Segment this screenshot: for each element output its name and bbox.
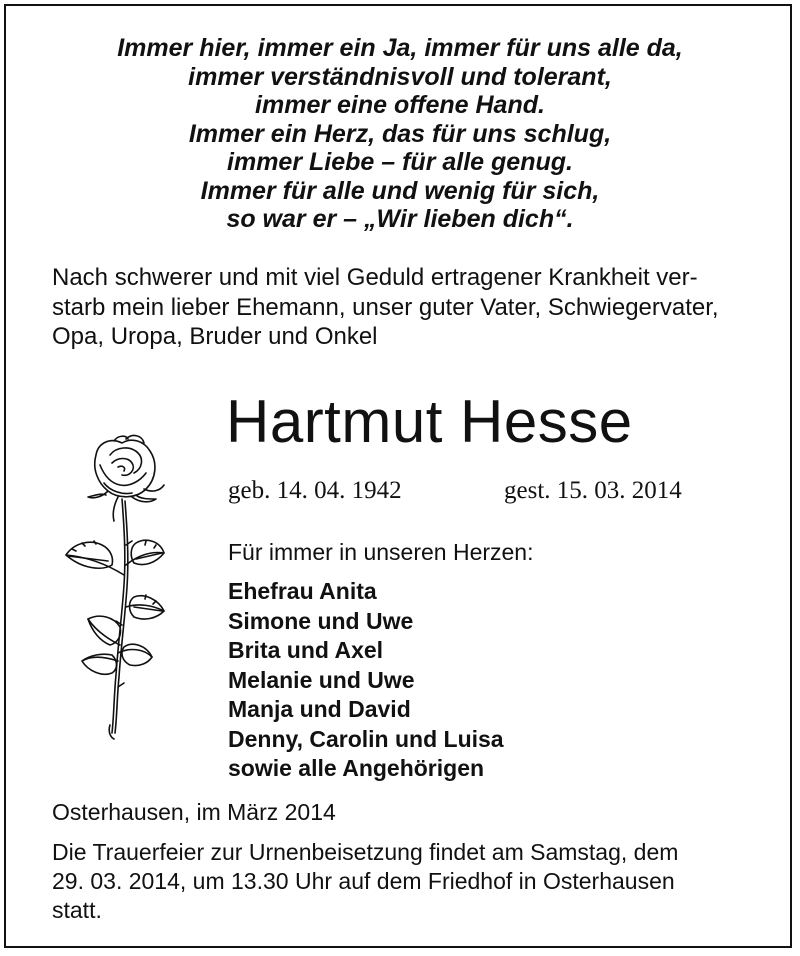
poem-line: so war er – „Wir lieben dich“. xyxy=(226,205,574,233)
birth-date: geb. 14. 04. 1942 xyxy=(228,477,402,504)
death-announcement-text xyxy=(52,263,762,352)
announcement-line: starb mein lieber Ehemann, unser guter Vater, Schwiegervater, xyxy=(52,293,719,321)
poem-line: Immer für alle und wenig für sich, xyxy=(200,176,600,205)
funeral-notice xyxy=(52,838,752,925)
poem-line: Immer ein Herz, das für uns schlug, xyxy=(188,119,612,148)
mourner-name: Simone und Uwe xyxy=(228,607,414,634)
poem-line: immer verständnisvoll und tolerant, xyxy=(188,62,612,91)
rose-icon xyxy=(52,425,182,740)
announcement-line: Nach schwerer und mit viel Geduld ertragener Krankheit ver- xyxy=(52,264,698,291)
poem-line: immer eine offene Hand. xyxy=(255,91,545,119)
announcement-line: Opa, Uropa, Bruder und Onkel xyxy=(52,323,378,350)
mourner-name: sowie alle Angehörigen xyxy=(228,755,485,781)
deceased-name: Hartmut Hesse xyxy=(226,388,633,455)
mourner-name: Denny, Carolin und Luisa xyxy=(228,725,504,752)
death-date: gest. 15. 03. 2014 xyxy=(504,477,682,504)
place-and-date: Osterhausen, im März 2014 xyxy=(52,799,336,825)
mourner-name: Melanie und Uwe xyxy=(228,666,415,693)
mourner-name: Brita und Axel xyxy=(228,637,384,663)
funeral-line: 29. 03. 2014, um 13.30 Uhr auf dem Friedhof in Osterhausen xyxy=(52,868,675,894)
mourner-name: Ehefrau Anita xyxy=(228,578,377,604)
mourners-heading: Für immer in unseren Herzen: xyxy=(228,539,534,565)
poem-line: Immer hier, immer ein Ja, immer für uns alle da, xyxy=(117,34,683,62)
mourners-list xyxy=(228,577,504,784)
memorial-poem xyxy=(30,34,770,234)
funeral-line: statt. xyxy=(52,897,102,923)
funeral-line: Die Trauerfeier zur Urnenbeisetzung findet am Samstag, dem xyxy=(52,839,679,865)
mourner-name: Manja und David xyxy=(228,696,411,722)
poem-line: immer Liebe – für alle genug. xyxy=(227,148,573,176)
